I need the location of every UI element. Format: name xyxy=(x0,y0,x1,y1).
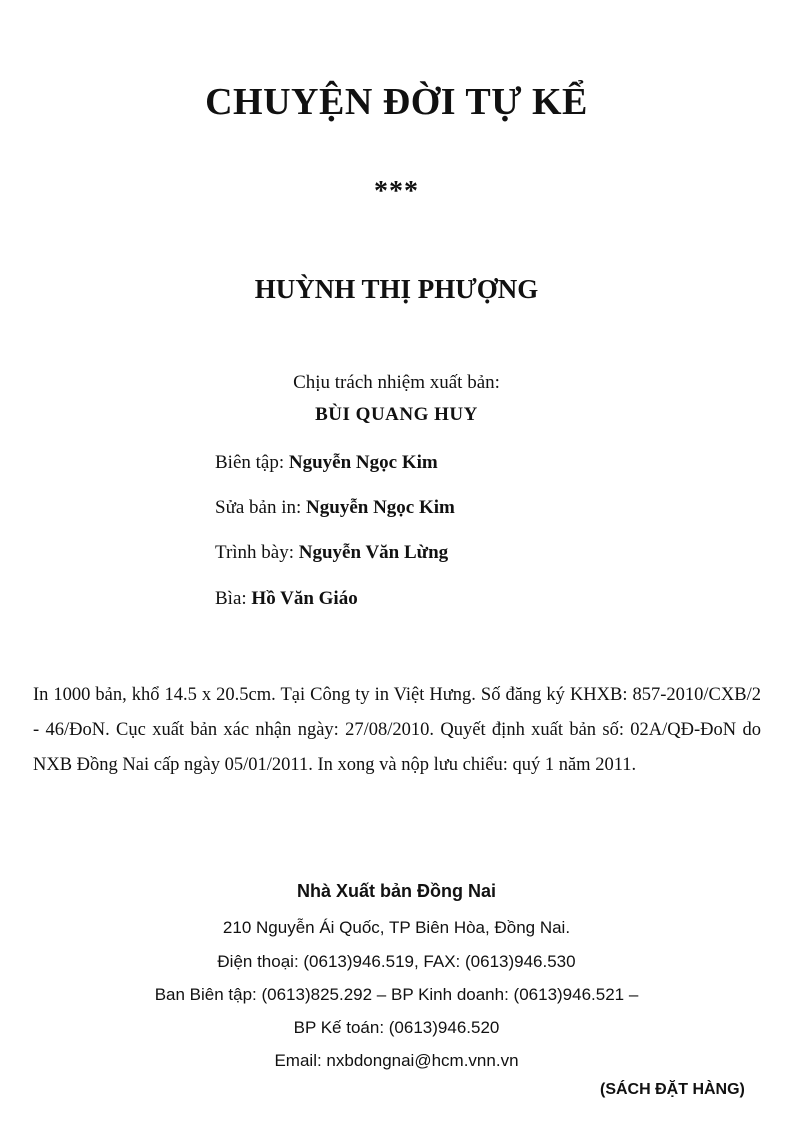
publisher-name: Nhà Xuất bản Đồng Nai xyxy=(296,881,496,901)
order-note: (SÁCH ĐẶT HÀNG) xyxy=(600,1081,745,1098)
cover-name: Hồ Văn Giáo xyxy=(251,588,358,609)
publisher-phone-fax: Điện thoại: (0613)946.519, FAX: (0613)946.530 xyxy=(217,952,576,971)
publisher-email: Email: nxbdongnai@hcm.vnn.vn xyxy=(274,1051,519,1070)
imprint-paragraph: In 1000 bản, khổ 14.5 x 20.5cm. Tại Công ty in Việt Hưng. Số đăng ký KHXB: 857-2010/CXB/2 - 46/ĐoN. Cục xuất bản xác nhận ngày: 27/08/2010. Quyết định xuất bản số: 02A/QĐ-ĐoN do NXB Đồng Nai cấp ngày 05/01/2011. In xong và nộp lưu chiểu: quý 1 năm 2011. xyxy=(33,685,761,775)
publisher-accounting: BP Kế toán: (0613)946.520 xyxy=(293,1018,500,1037)
book-title: CHUYỆN ĐỜI TỰ KỂ xyxy=(205,81,588,123)
publisher-address: 210 Nguyễn Ái Quốc, TP Biên Hòa, Đồng Nai. xyxy=(222,918,571,937)
editor-name: Nguyễn Ngọc Kim xyxy=(288,452,438,473)
layout-label: Trình bày: xyxy=(215,542,295,563)
editor-label: Biên tập: xyxy=(215,452,285,473)
responsible-name: BÙI QUANG HUY xyxy=(315,404,478,425)
credit-editor xyxy=(215,452,438,474)
credit-proofreader xyxy=(215,497,455,519)
proofreader-name: Nguyễn Ngọc Kim xyxy=(306,497,455,518)
layout-name: Nguyễn Văn Lừng xyxy=(298,542,449,563)
cover-label: Bìa: xyxy=(215,588,247,609)
proofreader-label: Sửa bản in: xyxy=(215,497,302,518)
credit-cover xyxy=(215,588,358,610)
publisher-departments: Ban Biên tập: (0613)825.292 – BP Kinh doanh: (0613)946.521 – xyxy=(154,985,639,1004)
responsible-label: Chịu trách nhiệm xuất bản: xyxy=(293,372,500,393)
author-name: HUỲNH THỊ PHƯỢNG xyxy=(254,274,539,304)
credit-layout xyxy=(215,542,448,564)
separator-stars: *** xyxy=(374,176,419,207)
